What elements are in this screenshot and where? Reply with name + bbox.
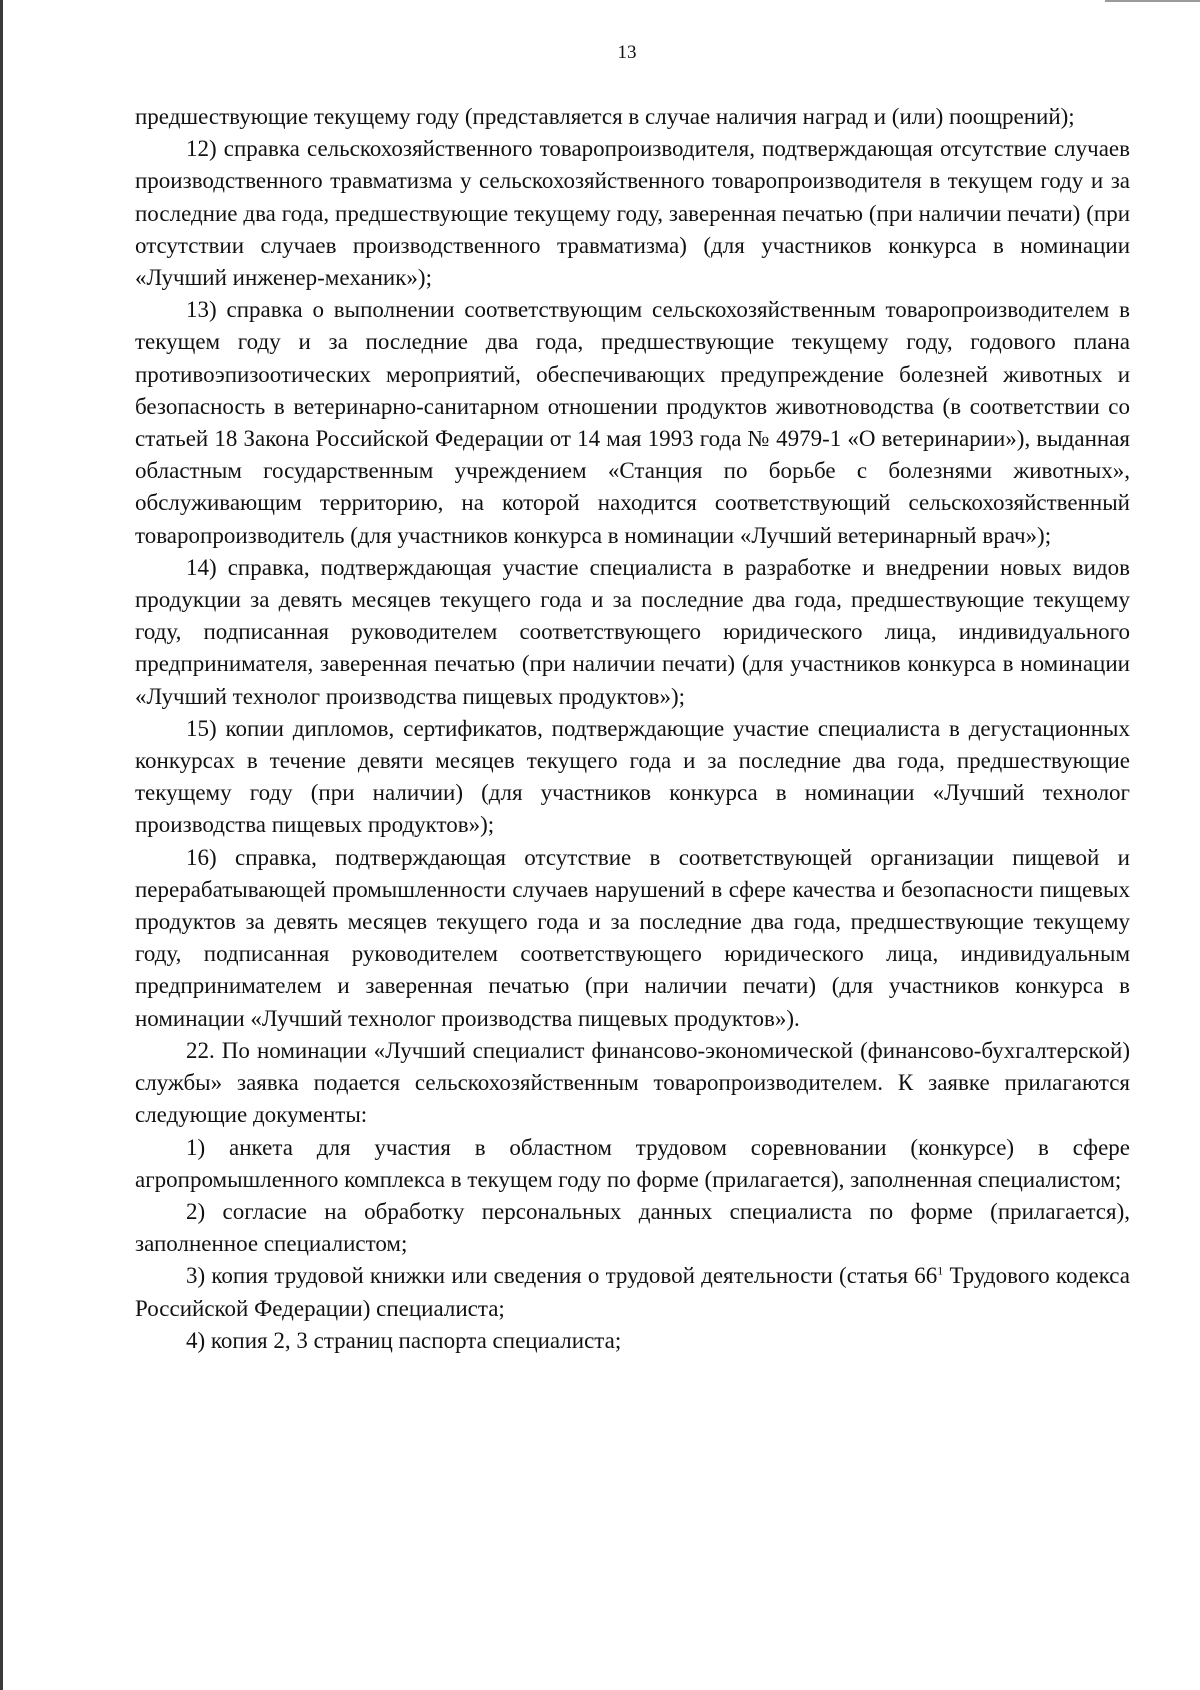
paragraph-item-14: 14) справка, подтверждающая участие специалиста в разработке и внедрении новых видов продукции за девять месяцев текущего года и за последние два года, предшествующие текущему году, подписанная руководителем соответствующего юридического лица, индивидуального предпринимателя, заверенная печатью (при наличии печати) (для участников конкурса в номинации «Лучший технолог производства пищевых продуктов»); — [135, 554, 1130, 709]
paragraph-doc-3 — [135, 1260, 1130, 1324]
paragraph-doc-1: 1) анкета для участия в областном трудовом соревновании (конкурсе) в сфере агропромышленного комплекса в текущем году по форме (прилагается), заполненная специалистом; — [135, 1134, 1130, 1192]
paragraph-doc-4: 4) копия 2, 3 страниц паспорта специалиста; — [186, 1327, 622, 1353]
paragraph-section-22: 22. По номинации «Лучший специалист финансово-экономической (финансово-бухгалтерской) службы» заявка подается сельскохозяйственным товаропроизводителем. К заявке прилагаются следующие документы: — [135, 1037, 1130, 1128]
scan-top-edge — [1105, 0, 1200, 2]
paragraph-doc-3-text-start: 3) копия трудовой книжки или сведения о трудовой деятельности (статья 66 — [186, 1263, 938, 1289]
scan-left-edge — [0, 0, 3, 1690]
paragraph-item-13: 13) справка о выполнении соответствующим сельскохозяйственным товаропроизводителем в текущем году и за последние два года, предшествующие текущему году, годового плана противоэпизоотических мероприятий, обеспечивающих предупреждение болезней животных и безопасность в ветеринарно-санитарном отношении продуктов животноводства (в соответствии со статьей 18 Закона Российской Федерации от 14 мая 1993 года № 4979-1 «О ветеринарии»), выданная областным государственным учреждением «Станция по борьбе с болезнями животных», обслуживающим территорию, на которой находится соответствующий сельскохозяйственный товаропроизводитель (для участников конкурса в номинации «Лучший ветеринарный врач»); — [135, 297, 1130, 548]
page-number: 13 — [617, 42, 637, 63]
paragraph-item-15: 15) копии дипломов, сертификатов, подтверждающие участие специалиста в дегустационных конкурсах в течение девяти месяцев текущего года и за последние два года, предшествующие текущему году (при наличии) (для участников конкурса в номинации «Лучший технолог производства пищевых продуктов»); — [135, 715, 1130, 838]
paragraph-doc-2: 2) согласие на обработку персональных данных специалиста по форме (прилагается), заполненное специалистом; — [135, 1198, 1130, 1257]
paragraph-item-12: 12) справка сельскохозяйственного товаропроизводителя, подтверждающая отсутствие случаев производственного травматизма у сельскохозяйственного товаропроизводителя в текущем году и за последние два года, предшествующие текущему году, заверенная печатью (при наличии печати) (при отсутствии случаев производственного травматизма) (для участников конкурса в номинации «Лучший инженер-механик»); — [135, 136, 1130, 291]
paragraph-doc-3-text-end: Трудового кодекса Российской Федерации) специалиста; — [135, 1263, 1130, 1321]
superscript-article-index: 1 — [937, 1263, 944, 1278]
paragraph-continuation: предшествующие текущему году (представляется в случае наличия наград и (или) поощрений); — [135, 104, 1075, 129]
document-body — [135, 101, 1130, 1357]
paragraph-item-16: 16) справка, подтверждающая отсутствие в соответствующей организации пищевой и перерабатывающей промышленности случаев нарушений в сфере качества и безопасности пищевых продуктов за девять месяцев текущего года и за последние два года, предшествующие текущему году, подписанная руководителем соответствующего юридического лица, индивидуальным предпринимателем и заверенная печатью (при наличии печати) (для участников конкурса в номинации «Лучший технолог производства пищевых продуктов»). — [135, 844, 1130, 1031]
